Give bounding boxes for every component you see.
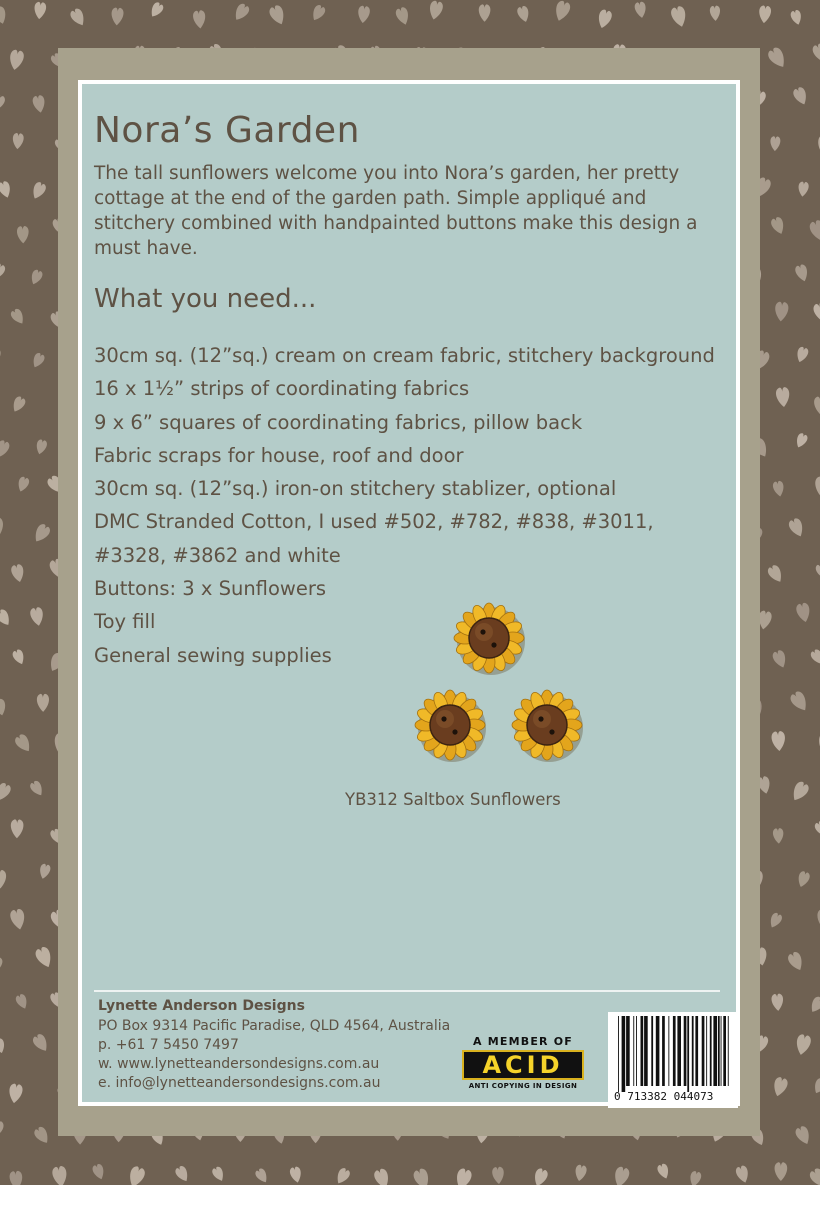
acid-logo-box (462, 1050, 584, 1080)
requirements-heading: What you need... (94, 284, 317, 314)
barcode-bars (616, 1016, 732, 1092)
buttons-caption: YB312 Saltbox Sunflowers (345, 790, 561, 809)
list-item: 16 x 1½” strips of coordinating fabrics (94, 377, 470, 401)
list-item: General sewing supplies (94, 643, 332, 667)
list-item: DMC Stranded Cotton, I used #502, #782, #838, #3011, (94, 510, 654, 534)
sunflower-button-icon (454, 603, 525, 675)
list-item: 30cm sq. (12”sq.) iron-on stitchery stablizer, optional (94, 477, 617, 501)
page-title: Nora’s Garden (94, 110, 360, 151)
company-address: PO Box 9314 Pacific Paradise, QLD 4564, Australia (98, 1018, 451, 1034)
contact-block (98, 1017, 450, 1093)
intro-paragraph: The tall sunflowers welcome you into Nora’s garden, her pretty cottage at the end of the garden path. Simple appliqué and stitchery combined with handpainted buttons make this design a must have. (94, 163, 698, 259)
page-bottom-margin (0, 1185, 820, 1211)
acid-badge-top-text: A MEMBER OF (472, 1035, 573, 1048)
sunflower-button-icon (415, 690, 486, 762)
acid-member-badge (458, 1035, 588, 1090)
company-name: Lynette Anderson Designs (98, 998, 305, 1014)
list-item: #3328, #3862 and white (94, 543, 341, 567)
acid-badge-bottom-text: ANTI COPYING IN DESIGN (468, 1082, 578, 1090)
barcode (608, 1012, 738, 1108)
footer-divider (94, 990, 720, 992)
list-item: Buttons: 3 x Sunflowers (94, 577, 327, 601)
acid-logo-word: ACID (482, 1051, 564, 1079)
list-item: 9 x 6” squares of coordinating fabrics, pillow back (94, 410, 583, 434)
company-website: w. www.lynetteandersondesigns.com.au (98, 1056, 380, 1072)
barcode-number: 0 713382 044073 (614, 1090, 714, 1103)
list-item: Fabric scraps for house, roof and door (94, 443, 464, 467)
sunflower-button-icon (512, 690, 583, 762)
list-item: Toy fill (94, 610, 156, 634)
company-phone: p. +61 7 5450 7497 (98, 1037, 239, 1053)
company-email: e. info@lynetteandersondesigns.com.au (98, 1075, 381, 1091)
sunflower-buttons-image (404, 594, 594, 764)
list-item: 30cm sq. (12”sq.) cream on cream fabric, stitchery background (94, 344, 715, 367)
